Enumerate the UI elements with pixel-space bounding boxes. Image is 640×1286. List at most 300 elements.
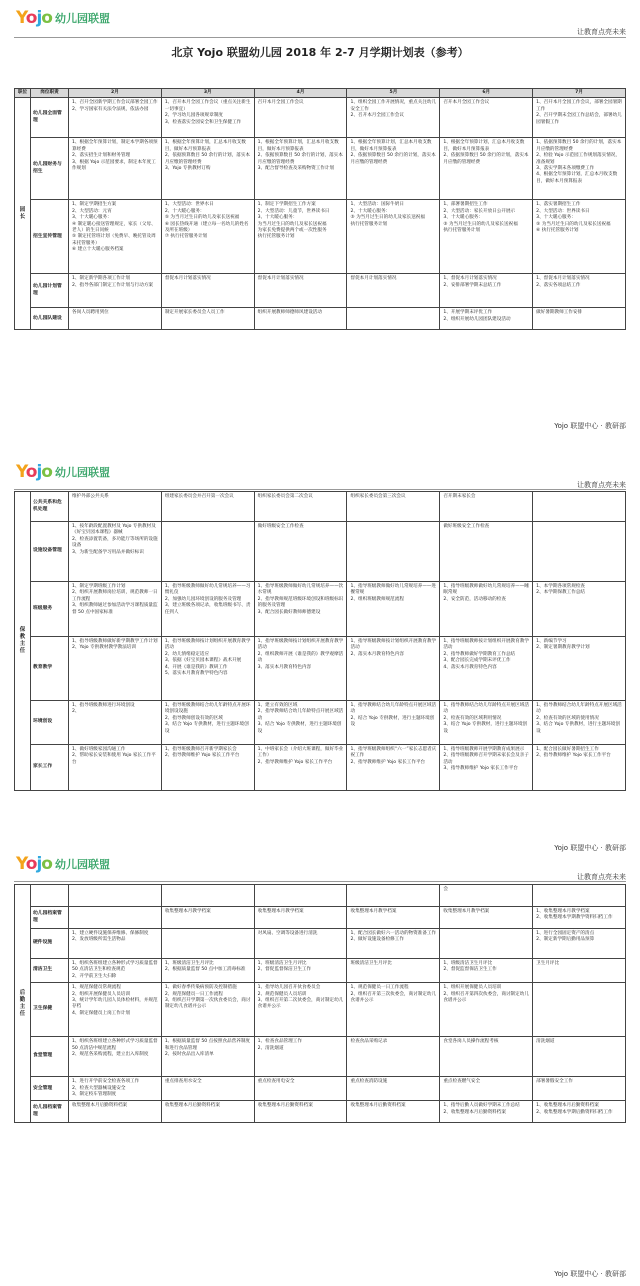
plan-item: 1、大型活动：世界水日	[164, 202, 214, 208]
plan-item: 2、根据质量监督 50 点中加工消毒标准	[164, 967, 246, 973]
plan-item: 1、班级清洁卫生月评比	[443, 961, 493, 966]
table-row	[15, 637, 626, 701]
duty-cell: 卫生保健	[31, 983, 69, 1037]
duty-cell: 食堂管理	[31, 1037, 69, 1077]
plan-item: 1、中班家长会（介绍大班课程，做好毕业工作）	[257, 747, 344, 759]
plan-item: ⑤ 为当月过生日的幼儿及家长送祝福	[164, 215, 240, 221]
plan-cell	[161, 492, 254, 522]
plan-item: 1、指导教师结合幼儿年龄特点开展区域活动	[443, 703, 529, 715]
plan-item: 1、指导教师结合幼儿年龄特点开展区域活动	[350, 703, 437, 715]
plan-cell	[161, 701, 254, 745]
role-cell	[15, 492, 31, 791]
plan-item: ⑤ 为当月过生日的幼儿及家长送祝福	[536, 221, 611, 227]
plan-item: 1、班级清洁卫生月评比	[164, 961, 214, 966]
plan-item: 1、指导教师结合幼儿年龄特点开展区域活动	[536, 703, 622, 715]
slogan: 让教育点亮未来	[577, 28, 626, 36]
plan-cell	[69, 907, 162, 929]
plan-cell	[161, 1037, 254, 1077]
plan-item: 1、指导班级教师按计划组织开展教育教学活动	[443, 639, 529, 651]
plan-cell	[69, 959, 162, 983]
plan-cell	[440, 983, 533, 1037]
plan-item: 部署暑假安全工作	[536, 1079, 573, 1085]
plan-cell	[533, 138, 626, 200]
plan-cell	[161, 200, 254, 274]
plan-cell	[533, 582, 626, 637]
plan-table-1	[14, 88, 626, 330]
duty-cell: 招生宣传管理	[31, 200, 69, 274]
plan-item: 1、根据质量监督 50 点按照食品营养制度和进行食品管理	[164, 1039, 251, 1051]
table-row	[15, 98, 626, 138]
plan-cell	[69, 582, 162, 637]
plan-item: 3、配合园长做好教师师德建设	[257, 609, 321, 615]
plan-cell	[254, 522, 347, 582]
footer: Yojo 联盟中心 · 教研部	[554, 844, 626, 852]
plan-cell	[69, 200, 162, 274]
plan-item: 1、指导班级教师开展学期教育成果展示	[443, 747, 525, 752]
plan-cell	[533, 983, 626, 1037]
plan-item: 组织开展教师师德师风建设活动	[257, 310, 322, 316]
plan-item: 为当月过生日的幼儿及家长送祝福	[257, 221, 327, 227]
plan-item: 收集整理本月教学档案	[257, 909, 304, 914]
plan-item: 1、指导班级教师结合幼儿年龄特点开展环境创设设施	[164, 703, 251, 715]
plan-cell	[347, 1077, 440, 1101]
table-row	[15, 582, 626, 637]
plan-item: 1、大型活动：国际牛奶日	[350, 202, 404, 208]
plan-cell	[69, 138, 162, 200]
plan-cell	[254, 1077, 347, 1101]
plan-item: 做好班级安全工作检查	[257, 524, 304, 529]
plan-item: 2、依据预算数目 50 余行的计划，落实本月应缴的管理经费	[257, 153, 343, 165]
column-header: 4月	[254, 89, 347, 98]
plan-cell	[533, 701, 626, 745]
plan-item: 3、指导教师维护 Yojo 家长工作平台	[443, 766, 518, 772]
plan-item: 1、指导班级教师按计划组织开展教育教学活动	[350, 639, 437, 651]
plan-cell	[69, 701, 162, 745]
plan-item: 2、十大暖心服务：	[164, 208, 205, 214]
plan-cell	[161, 745, 254, 791]
plan-cell	[440, 138, 533, 200]
plan-item: 2、收集整理本月后勤资料档案	[443, 1109, 506, 1115]
plan-item: 做好暑期教师工作安排	[536, 310, 583, 316]
plan-item: 2、落实本月教育特色内容	[350, 651, 404, 657]
table-row	[15, 138, 626, 200]
slogan: 让教育点亮未来	[577, 873, 626, 881]
plan-item: 1、进行开学前安全检查各项工作	[72, 1079, 140, 1085]
plan-cell	[161, 983, 254, 1037]
plan-item: 2、制定新学期后勤用品预算	[536, 937, 595, 943]
plan-item: 1、收集整理本月教学档案	[536, 909, 590, 914]
plan-cell	[254, 98, 347, 138]
plan-item: 2、收集整理本学期后勤资料归档工作	[536, 1109, 613, 1115]
duty-cell	[31, 885, 69, 907]
plan-item: 2、指导教师做好学期教育工作总结	[443, 651, 516, 657]
plan-cell	[533, 637, 626, 701]
plan-item: 2、制定暑期教育教学计划	[536, 645, 590, 651]
plan-item: 1、部署暑期招生工作	[443, 202, 488, 208]
plan-item: 2、清洗烟道	[257, 1045, 284, 1051]
plan-item: 2、依据预算数目 50 余行的计划，落实本月应缴的管理经费	[443, 153, 529, 165]
plan-item: 4、开展《谁是我的》教研工作	[164, 664, 228, 670]
table-row	[15, 983, 626, 1037]
plan-item: 2、指导教师维护 Yojo 家长工作平台	[257, 759, 333, 765]
plan-item: 卫生月评比	[536, 961, 560, 966]
plan-cell	[533, 959, 626, 983]
plan-cell	[533, 1101, 626, 1123]
duty-cell: 幼儿园档案管理	[31, 907, 69, 929]
role-char: 主	[19, 641, 26, 647]
table-row	[15, 274, 626, 308]
plan-item: ⑥ 园长热线开通（建立每一名幼儿的姓名及所在班级）	[164, 221, 249, 234]
plan-item: 收集整理本月教学档案	[164, 909, 211, 914]
plan-item: 1、组织开展保健员人员培训	[443, 985, 502, 991]
plan-item: 1、根据全年预算计划，汇总本月收支数目，做好本月预算报表	[164, 140, 246, 152]
plan-cell	[347, 200, 440, 274]
plan-item: 1、召开全园新学期工作会议部署全园工作	[72, 100, 158, 106]
plan-cell	[161, 929, 254, 959]
plan-item: 1、制定学期班级工作计划	[72, 584, 126, 589]
duty-cell: 幼儿园财务与招生	[31, 138, 69, 200]
plan-cell	[440, 637, 533, 701]
plan-item: 1、督促本月计划落实情况	[536, 276, 590, 282]
plan-cell	[533, 745, 626, 791]
duty-cell: 公共关系和危机处理	[31, 492, 69, 522]
plan-cell	[161, 308, 254, 330]
role-char: 任	[19, 1010, 26, 1017]
plan-item: 2、做好设施设备检修工作	[350, 937, 404, 943]
plan-item: 2、按时食品出入库清单	[164, 1052, 214, 1058]
role-char: 任	[19, 648, 26, 654]
table-row	[15, 959, 626, 983]
plan-cell	[161, 1077, 254, 1101]
role-char: 长	[19, 213, 26, 220]
plan-cell	[69, 983, 162, 1037]
plan-item: 1、根据全年预算计划，汇总本月收支数目，做好本月预算报表	[443, 140, 525, 152]
plan-item: 2、检查有效的区域的使用情况	[536, 715, 599, 721]
plan-cell	[347, 138, 440, 200]
plan-item: 1、指导班级教师召开新学期家长会	[164, 747, 237, 752]
duty-cell: 班级服务	[31, 582, 69, 637]
plan-cell	[254, 200, 347, 274]
plan-item: 2、督促监督保洁卫生工作	[257, 967, 312, 973]
plan-item: 召开期末家长会	[443, 494, 476, 499]
table-row	[15, 1101, 626, 1123]
duty-cell: 设施设备管理	[31, 522, 69, 582]
plan-item: 2、指导教师维护 Yojo 家长工作平台	[536, 753, 611, 759]
plan-cell	[440, 907, 533, 929]
plan-cell	[161, 1101, 254, 1123]
plan-cell	[440, 274, 533, 308]
plan-item: 2、安排部署学期末总结工作	[443, 282, 502, 288]
plan-item: 1、配合园长做好六一活动的物资准备工作	[350, 931, 437, 936]
plan-item: 1、指导班级教师做好幼儿常规培养——进餐常规	[350, 584, 437, 596]
plan-cell	[69, 522, 162, 582]
plan-item: 2、大型活动：元宵	[72, 208, 112, 214]
plan-cell	[440, 701, 533, 745]
plan-item: 执行托管服务计划	[350, 221, 388, 227]
role-char: 勤	[19, 996, 26, 1003]
plan-cell	[347, 745, 440, 791]
plan-cell	[440, 959, 533, 983]
plan-item: 2、落实招生计划和财务管理	[72, 153, 131, 159]
plan-cell	[347, 983, 440, 1037]
plan-item: 组建家长委员会并召开第一次会议	[164, 494, 234, 499]
plan-item: 各岗人员聘用到位	[72, 310, 109, 316]
plan-item: 1、召开本月全园工作会议，部署全园暑期工作	[536, 100, 622, 112]
plan-cell	[440, 885, 533, 907]
plan-item: 1、建立硬件设施保养维修、保修制度	[72, 931, 149, 936]
plan-cell	[161, 274, 254, 308]
plan-item: 1、制定下学期招生工作方案	[257, 202, 316, 208]
logo-text: Yojo	[16, 854, 52, 874]
plan-item: 食堂各岗人员操作流程考核	[443, 1039, 499, 1045]
plan-cell	[347, 885, 440, 907]
plan-item: 3、落实本月教育特色内容	[257, 664, 312, 670]
plan-item: 2、组织开展保健员人员培训	[72, 991, 131, 997]
plan-item: 3、结合 Yojo 专供教材，进行主题环境创设	[164, 722, 249, 734]
plan-item: 组织家长委员会第二次会议	[257, 494, 313, 499]
plan-item: 2、帮助家长安装和使用 Yojo 家长工作平台	[72, 753, 156, 765]
plan-item: 1、指导班级教师做好幼儿常规培养——习惯礼仪	[164, 584, 251, 596]
plan-item: 重点排查用水安全	[164, 1079, 202, 1085]
plan-item: 2、指导教师维护 Yojo 家长工作平台	[350, 759, 426, 765]
plan-item: 3、配合园长完成学期末评优工作	[443, 658, 511, 664]
plan-item: 4、落实本月教育特色内容	[443, 664, 497, 670]
plan-item: 2、规范保健员一日工作流程	[164, 991, 223, 997]
plan-cell	[254, 138, 347, 200]
plan-item: 督促本月计划落实情况	[164, 276, 211, 282]
plan-item: 1、制定学期招生方案	[72, 202, 117, 208]
duty-cell: 幼儿园全面管理	[31, 98, 69, 138]
plan-item: 2、召开本月全园工作会议	[350, 113, 404, 119]
plan-item: 2、检查大型器械设施安全	[72, 1085, 126, 1091]
brand-logo	[16, 6, 110, 30]
plan-item: 收集整理本月后勤资料档案	[350, 1103, 406, 1109]
plan-table-3	[14, 884, 626, 1123]
plan-cell	[347, 701, 440, 745]
footer: Yojo 联盟中心 · 教研部	[554, 1270, 626, 1278]
plan-cell	[69, 885, 162, 907]
brand-name: 幼儿园联盟	[54, 858, 110, 871]
plan-item: 2、指导班级教师召开学期末家长会及亲子活动	[443, 753, 529, 765]
plan-item: 1、规范保健员常规流程	[72, 985, 121, 991]
plan-item: 1、制定新学期各项工作计划	[72, 276, 131, 282]
plan-item: ⑦ 执行托管服务计划	[164, 234, 208, 240]
plan-item: 2、依据预算数目 50 余行的计划，落实本月应缴的管理经费	[350, 153, 436, 165]
table-row	[15, 745, 626, 791]
plan-cell	[533, 1077, 626, 1101]
plan-cell	[533, 492, 626, 522]
plan-item: 1、组织全园工作开展情况，重点关注幼儿安全工作	[350, 100, 437, 112]
plan-item: 3、Yojo 专供教材订购	[164, 166, 211, 172]
plan-item: 1、指导后勤人员做好学期末工作总结	[443, 1103, 520, 1109]
plan-item: 重点检查燃气安全	[443, 1079, 481, 1085]
plan-item: 2、规范保健员人员培训	[257, 991, 307, 997]
plan-item: 3、十大暖心服务：	[536, 215, 576, 221]
plan-item: 3、十大暖心服务：	[257, 215, 298, 221]
plan-item: 2、组织开展幼儿园团队建设活动	[443, 316, 511, 322]
plan-item: 2、指导教师结合幼儿年龄特点开展区域活动	[257, 709, 344, 721]
plan-item: 清洗烟道	[536, 1039, 555, 1045]
plan-item: ⑥ 建立十大暖心服务档案	[72, 247, 124, 253]
plan-item: 3、十大暖心服务：	[72, 215, 112, 221]
plan-cell	[440, 929, 533, 959]
page-title: 北京 Yojo 联盟幼儿园 2018 年 2-7 月学期计划表（参考）	[171, 46, 469, 59]
column-header: 2月	[69, 89, 162, 98]
duty-cell: 硬件设施	[31, 929, 69, 959]
plan-item: 2、大型活动：世界读书日	[536, 208, 590, 214]
plan-cell	[254, 637, 347, 701]
plan-cell	[161, 98, 254, 138]
brand-logo	[16, 460, 110, 484]
plan-cell	[347, 637, 440, 701]
table-row	[15, 200, 626, 274]
plan-cell	[161, 637, 254, 701]
column-header: 职位	[15, 89, 31, 98]
plan-item: 2、检查添置装备，多功能厅等场所的设施设备	[72, 536, 158, 549]
plan-cell	[533, 98, 626, 138]
plan-cell	[533, 274, 626, 308]
plan-item: 2、学习国家有关法令法规，依法办园	[72, 106, 149, 112]
column-header: 6月	[440, 89, 533, 98]
plan-cell	[254, 983, 347, 1037]
plan-cell	[254, 274, 347, 308]
plan-cell	[69, 1077, 162, 1101]
duty-cell: 幼儿园计划管理	[31, 274, 69, 308]
plan-item: 1、指导班级教师做好幼儿常规培养——饮水常规	[257, 584, 344, 596]
plan-item: 1、指导幼儿园召开伙食委员会	[257, 985, 321, 991]
logo-text: Yojo	[16, 462, 52, 482]
plan-item: 2、大型活动：儿童节，世界读书日	[257, 208, 330, 214]
plan-cell	[347, 959, 440, 983]
role-cell	[15, 885, 31, 1123]
role-char: 保	[19, 627, 26, 633]
plan-item: 2、发放班级所需生活物品	[72, 937, 126, 943]
plan-cell	[254, 959, 347, 983]
table-row	[15, 1077, 626, 1101]
plan-item: 3、结合 Yojo 专供教材，进行主题环境创设	[443, 722, 528, 734]
plan-item: 1、做好班级家园沟通工作	[72, 747, 126, 752]
column-header: 5月	[347, 89, 440, 98]
plan-item: 收集整理本月后勤资料档案	[164, 1103, 220, 1109]
plan-cell	[347, 522, 440, 582]
plan-cell	[254, 885, 347, 907]
plan-item: 2、召开学期末全园工作总结会，部署幼儿园暑假工作	[536, 113, 622, 125]
plan-cell	[347, 907, 440, 929]
duty-cell: 幼儿园队建设	[31, 308, 69, 330]
plan-cell	[254, 582, 347, 637]
plan-item: 1、组织各班组建立各种形式学习质量监督 50 点清洁卫生和检查规范	[72, 961, 158, 973]
plan-item: 3、十大暖心服务：	[443, 215, 483, 221]
plan-item: 1、班级清洁卫生月评比	[257, 961, 307, 966]
plan-item: 收集整理本月后勤资料档案	[257, 1103, 313, 1109]
plan-cell	[254, 1101, 347, 1123]
plan-item: 执行托管服务计划	[257, 234, 295, 240]
plan-item: 2、组织召开第三次伙委会，商讨制定幼儿食谱并公示	[350, 991, 437, 1004]
plan-item: 1、新编节学习	[536, 639, 567, 644]
plan-item: 2、开学前卫生大扫除	[72, 973, 117, 979]
plan-item: 3、依据《好宝贝园本课程》战术开展	[164, 658, 242, 664]
plan-cell	[69, 745, 162, 791]
plan-item: 召开本月全园工作会议	[443, 100, 490, 106]
plan-item: 3、组织教师通过参加活动学习课程质量监督 50 点中国家标准	[72, 603, 158, 615]
plan-item: ④ 制定暖心接送管理规定，家长（父母、老人）的生日问候	[72, 221, 156, 234]
plan-item: 3、组织召开第二次伙委会，商讨制定幼儿食谱并公示	[257, 998, 344, 1010]
plan-item: 检查食品采购记录	[350, 1039, 388, 1045]
table-row	[15, 929, 626, 959]
plan-cell	[440, 1101, 533, 1123]
plan-item: 1、组织各班组建立各种形式学习质量监督 50 点清洁中规范流程	[72, 1039, 158, 1051]
plan-cell	[533, 200, 626, 274]
plan-item: 3、配合督导检查及采购物资工作计划	[257, 166, 335, 172]
plan-cell	[533, 929, 626, 959]
table-row	[15, 885, 626, 907]
plan-item: 1、开展学期末评优工作	[443, 310, 493, 316]
duty-cell: 幼儿园档案管理	[31, 1101, 69, 1123]
plan-cell	[69, 274, 162, 308]
plan-item: 4、根据全年预算计划，汇总本月收支数目，做好本月预算报表	[536, 172, 618, 184]
plan-item: 会	[443, 887, 448, 892]
plan-cell	[69, 308, 162, 330]
plan-cell	[254, 907, 347, 929]
table-row	[15, 308, 626, 330]
brand-logo	[16, 852, 110, 876]
plan-item: 5、落实本月教育教学特色内容	[164, 671, 228, 677]
slogan: 让教育点亮未来	[577, 481, 626, 489]
plan-item: 3、根据 Yojo 示范园要求，制定本年度工作规划	[72, 159, 156, 172]
duty-cell: 清洁卫生	[31, 959, 69, 983]
plan-cell	[347, 582, 440, 637]
table-row	[15, 1037, 626, 1077]
plan-item: 2、指导教师规范班级环境创设和班级标识的服务及管理	[257, 596, 344, 609]
plan-cell	[440, 308, 533, 330]
duty-cell: 安全管理	[31, 1077, 69, 1101]
plan-cell	[161, 907, 254, 929]
plan-item: 组织家长委员会第三次会议	[350, 494, 406, 499]
plan-item: 对风扇、空调等设备进行清洗	[257, 931, 318, 936]
plan-item: 2、规范各采购流程，建立出入库制度	[72, 1052, 149, 1058]
plan-cell	[533, 907, 626, 929]
plan-item: 2、指导教师维护 Yojo 家长工作平台	[164, 753, 240, 759]
plan-item: 1、指导班级教师做好幼儿常规培养——睡眠常规	[443, 584, 529, 596]
plan-item: 1、按年龄段配置教材及 Yojo 专供教材及《好宝贝园本课程》器械	[72, 524, 156, 536]
plan-item: 3、制定校车管理制度	[72, 1092, 117, 1098]
plan-item: 收集整理本月教学档案	[350, 909, 397, 914]
plan-item: 1、根据全年预算计划，汇总本月收支数目，做好本月预算报表	[257, 140, 339, 152]
plan-item: 为家长免费提供两个或一次性服务	[257, 228, 327, 234]
plan-item: 2、组织召开第四次伙委会，商讨制定幼儿食谱并公示	[443, 991, 529, 1004]
plan-item: 督促本月计划落实情况	[350, 276, 397, 282]
header-divider	[14, 489, 626, 490]
role-cell	[15, 98, 31, 330]
plan-item: 2、检验 Yojo 示范园工作规划落实情况，准备规划	[536, 153, 620, 165]
plan-item: 1、配合园长做好暑期招生工作	[536, 747, 599, 752]
brand-name: 幼儿园联盟	[54, 466, 110, 479]
plan-cell	[440, 522, 533, 582]
plan-item: 2、落实各项总结工作	[536, 282, 581, 288]
plan-cell	[347, 274, 440, 308]
plan-item: 1、规范保健员一日工作流程	[350, 985, 409, 991]
plan-cell	[69, 929, 162, 959]
plan-cell	[533, 885, 626, 907]
plan-cell	[161, 522, 254, 582]
plan-item: 3、落实学期末各项缴费工作	[536, 166, 595, 172]
header-divider	[14, 881, 626, 882]
plan-item: 3、组织召开学期第一次伙食委员会，商讨制定幼儿食谱并公示	[164, 998, 251, 1010]
plan-cell	[69, 1037, 162, 1077]
plan-item: 2、依据预算数目 50 余行的计划，落实本月应缴的管理经费	[164, 153, 251, 165]
plan-item: 收集整理本月后勤资料档案	[72, 1103, 128, 1109]
plan-cell	[440, 1037, 533, 1077]
